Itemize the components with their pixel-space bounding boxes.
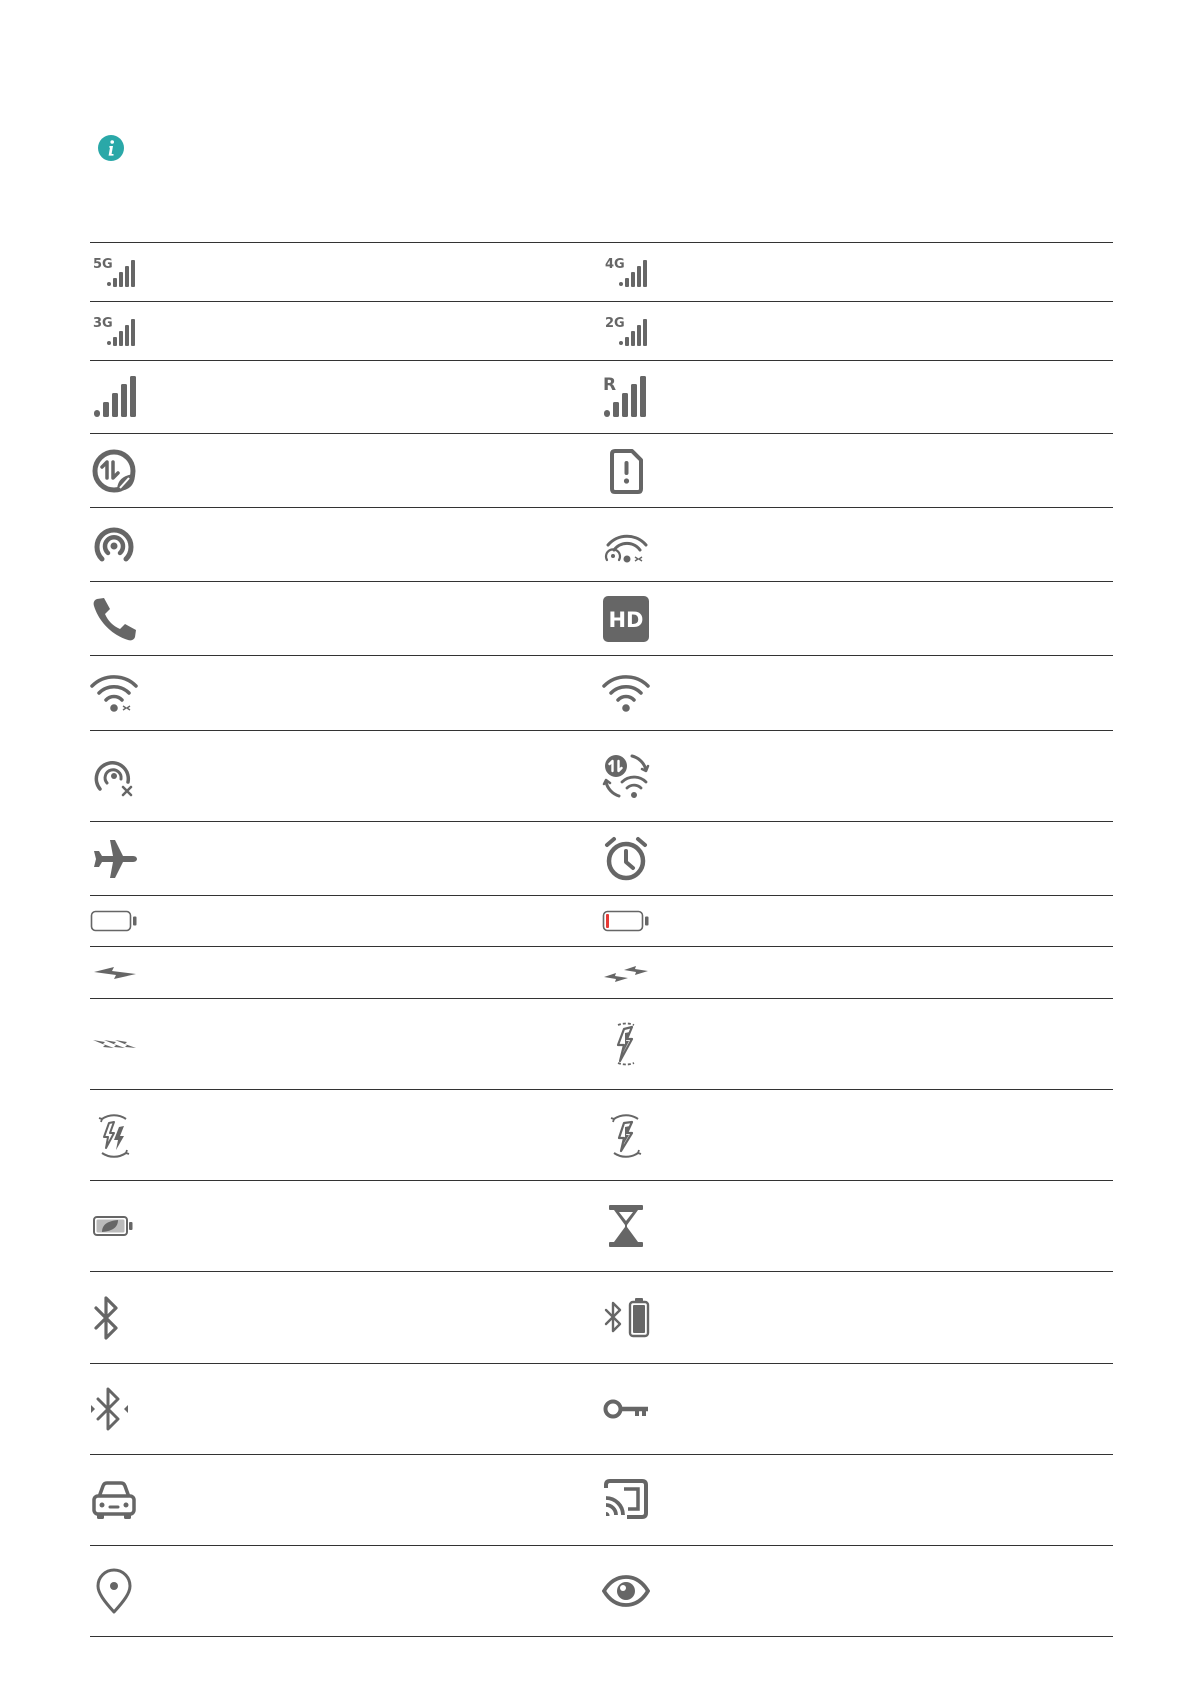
table-row [90, 730, 1113, 821]
call-icon [90, 595, 138, 643]
wireless-super-charging-icon [602, 1020, 650, 1068]
table-row [90, 655, 1113, 730]
airplane-mode-icon [90, 835, 138, 883]
projection-icon [602, 1476, 650, 1524]
wifi-6-icon [90, 673, 138, 713]
svg-text:R: R [603, 375, 617, 395]
table-row [90, 360, 1113, 433]
table-row [90, 946, 1113, 998]
table-row [90, 1180, 1113, 1271]
wireless-fast-charging-icon [90, 1111, 138, 1159]
wifi-icon [602, 673, 650, 713]
fast-charging-icon [90, 1030, 138, 1058]
table-row [90, 507, 1113, 581]
table-row [90, 1454, 1113, 1545]
table-row [90, 821, 1113, 895]
power-saving-mode-icon [90, 1212, 138, 1240]
charging-icon [90, 959, 138, 987]
driving-mode-icon [90, 1476, 138, 1524]
bluetooth-icon [90, 1294, 138, 1342]
alarm-icon [602, 835, 650, 883]
battery-empty-icon [90, 909, 138, 933]
table-row [90, 1545, 1113, 1637]
wireless-charging-icon [602, 1111, 650, 1159]
data-saver-icon [90, 447, 138, 495]
roaming-signal-icon [602, 374, 650, 420]
info-icon [97, 134, 125, 162]
4g-signal-icon [602, 255, 650, 289]
super-charging-icon [602, 959, 650, 987]
svg-text:2G: 2G [605, 316, 625, 331]
table-row [90, 998, 1113, 1089]
table-row [90, 1089, 1113, 1180]
hotspot-icon [90, 521, 138, 569]
table-row [90, 301, 1113, 360]
table-row [90, 1271, 1113, 1363]
hd-voice-icon [602, 595, 650, 643]
battery-low-icon [602, 909, 650, 933]
hotspot-disconnected-icon [90, 752, 138, 800]
eye-comfort-icon [602, 1567, 650, 1615]
table-row [90, 433, 1113, 507]
table-row [90, 1363, 1113, 1454]
table-row [90, 581, 1113, 655]
table-row [90, 895, 1113, 946]
3g-signal-icon [90, 314, 138, 348]
svg-text:HD: HD [608, 607, 644, 632]
svg-text:3G: 3G [93, 316, 113, 331]
svg-text:4G: 4G [605, 257, 625, 272]
hotspot-connected-icon [602, 521, 650, 569]
bluetooth-battery-icon [602, 1294, 650, 1342]
vpn-key-icon [602, 1395, 650, 1423]
digital-balance-icon [602, 1202, 650, 1250]
2g-signal-icon [602, 314, 650, 348]
svg-text:5G: 5G [93, 257, 113, 272]
5g-signal-icon [90, 255, 138, 289]
table-row [90, 242, 1113, 301]
signal-strength-icon [90, 374, 138, 420]
network-switch-icon [602, 752, 650, 800]
no-sim-card-icon [602, 447, 650, 495]
bluetooth-connected-icon [90, 1385, 138, 1433]
status-icon-table [90, 242, 1113, 1637]
location-icon [90, 1567, 138, 1615]
